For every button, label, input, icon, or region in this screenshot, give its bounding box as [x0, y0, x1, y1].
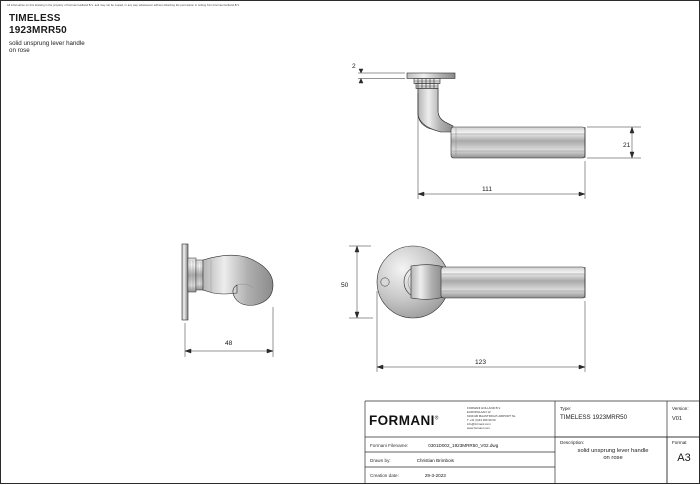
type-value: TIMELESS 1923MRR50: [560, 414, 628, 421]
dimension-label-123: 123: [475, 359, 487, 366]
version-label: Version:: [672, 406, 689, 411]
description-value: solid unsprung lever handle on rose: [577, 448, 649, 462]
product-description-line2: on rose: [9, 46, 30, 54]
format-label: Format: [672, 440, 687, 445]
creationdate-value: 29-3-2023: [424, 473, 446, 478]
brand-logo: [369, 413, 457, 428]
product-code: 1923MRR50: [9, 24, 67, 36]
brand-name: FORMANI: [369, 413, 435, 428]
dimension-50: [349, 246, 373, 318]
dimension-48: [185, 307, 273, 357]
product-description-line1: solid unsprung lever handle: [9, 39, 85, 47]
drawnby-row: [367, 456, 557, 466]
dimension-label-48: 48: [225, 340, 233, 347]
front-elevation-view: [377, 246, 585, 318]
top-elevation-view: [407, 73, 585, 158]
dimension-label-111: 111: [482, 186, 493, 193]
drawnby-label: Drawn by:: [370, 458, 391, 463]
dimension-label-2: 2: [352, 63, 356, 70]
product-name: TIMELESS: [9, 13, 61, 24]
dimension-21: [587, 127, 641, 158]
dimension-label-50: 50: [341, 282, 349, 289]
version-value: V01: [672, 416, 682, 422]
creationdate-row: [367, 471, 557, 481]
type-label: Type:: [560, 406, 572, 411]
disclaimer-text: All information on this drawing is the property of Formani Holland B.V. and may not be copied, in any way whatsoever without obtaining the permission in writing from Formani Holland B.V.: [7, 4, 240, 7]
description-label: Description:: [560, 440, 585, 445]
side-elevation-view: [182, 244, 273, 320]
format-value: A3: [677, 452, 691, 464]
filename-value: 0301D002_1923MRR50_V02.dwg: [428, 443, 499, 448]
dimension-label-21: 21: [623, 142, 631, 149]
brand-registered-mark: ®: [434, 415, 439, 422]
filename-row: [367, 441, 557, 451]
filename-label: Formani Filename:: [370, 443, 409, 448]
company-address: FORMANI HOLLAND B.V. EUROPALAAN 12 6199 AB MAASTRICHT-AIRPORT NL T +31 (0)43 366 99 00 info@formani.com www.formani.com: [467, 406, 516, 430]
drawnby-value: Christian Brimbois: [416, 458, 454, 463]
dimension-2: [358, 69, 405, 83]
creationdate-label: Creation date:: [370, 473, 399, 478]
